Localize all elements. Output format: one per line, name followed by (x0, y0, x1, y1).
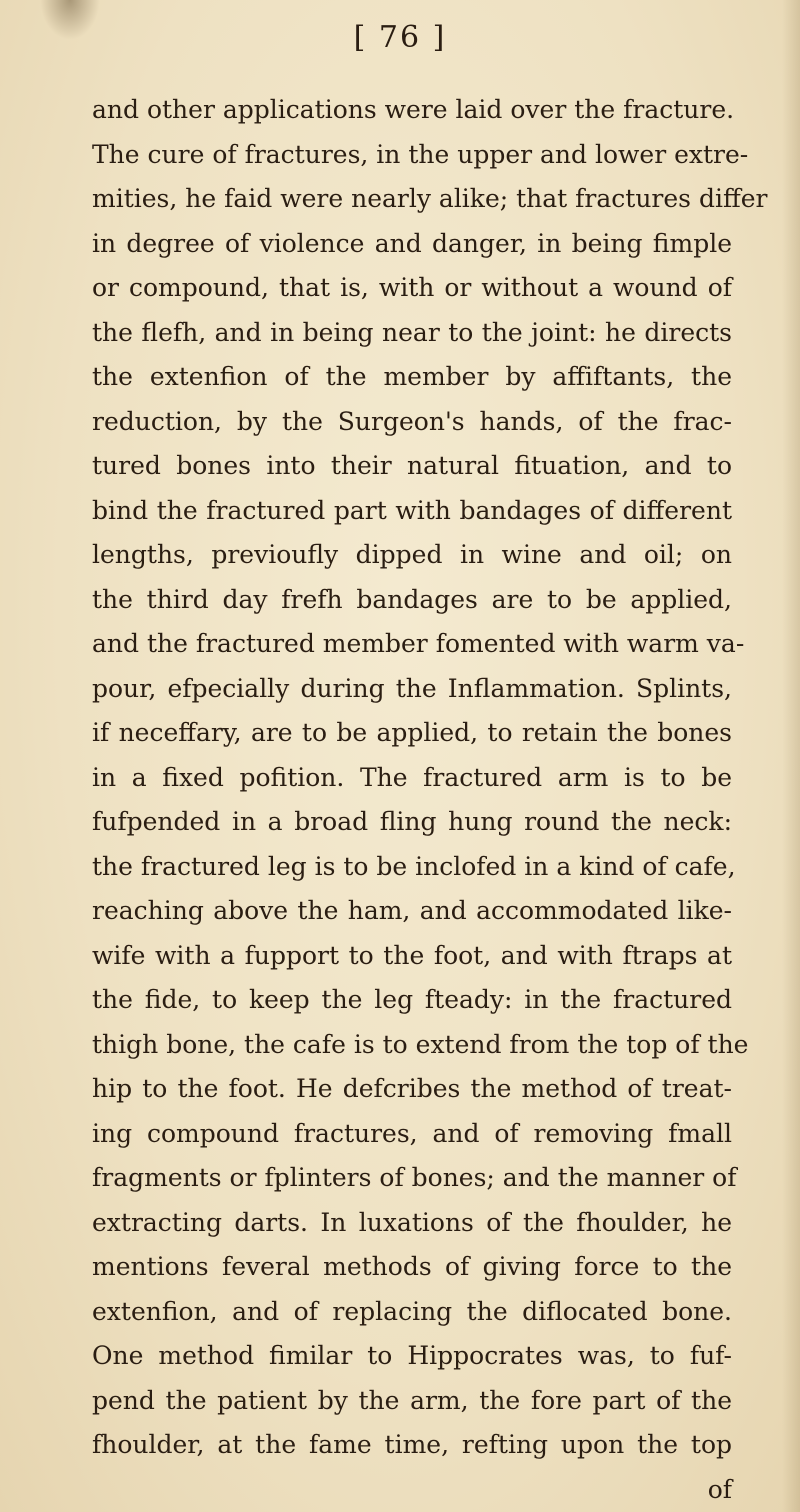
text-line: fhoulder, at the fame time, refting upon the top (92, 1430, 732, 1459)
text-line: reaching above the ham, and accommodated like- (92, 896, 732, 925)
text-line: or compound, that is, with or without a wound of (92, 273, 732, 302)
text-line: bind the fractured part with bandages of different (92, 495, 732, 525)
text-line: pour, efpecially during the Inflammation. Splints, (92, 673, 732, 703)
text-line: the third day frefh bandages are to be applied, (92, 584, 732, 614)
text-line: in a fixed pofition. The fractured arm is to be (92, 762, 732, 792)
text-line: wife with a fupport to the foot, and with ftraps at (92, 940, 732, 970)
body-text (92, 88, 768, 1512)
text-line: the extenfion of the member by affiftants, the (92, 362, 732, 391)
text-line: the fide, to keep the leg fteady: in the fractured (92, 985, 732, 1014)
text-line: extracting darts. In luxations of the fhoulder, he (92, 1207, 732, 1237)
text-line: extenfion, and of replacing the diflocated bone. (92, 1296, 732, 1326)
text-line: tured bones into their natural fituation, and to (92, 451, 732, 480)
text-line: and the fractured member fomented with warm va- (92, 629, 745, 658)
text-line: mentions feveral methods of giving force to the (92, 1252, 732, 1281)
text-line: fufpended in a broad fling hung round the neck: (92, 807, 732, 836)
text-line: ing compound fractures, and of removing fmall (92, 1118, 732, 1148)
page-edge-shadow (782, 0, 800, 1512)
text-line: fragments or fplinters of bones; and the manner of (92, 1163, 737, 1192)
text-line: reduction, by the Surgeon's hands, of the frac- (92, 406, 732, 436)
text-line: the flefh, and in being near to the joint: he directs (92, 317, 732, 347)
text-line: pend the patient by the arm, the fore part of the (92, 1385, 732, 1415)
text-line: mities, he faid were nearly alike; that fractures differ (92, 184, 768, 213)
text-line: if neceffary, are to be applied, to retain the bones (92, 718, 732, 747)
catchword: of (707, 1474, 732, 1504)
text-line: in degree of violence and danger, in being fimple (92, 228, 732, 258)
page-number-header: [ 76 ] (353, 20, 447, 55)
text-line: One method fimilar to Hippocrates was, to fuf- (92, 1341, 732, 1370)
text-line: hip to the foot. He defcribes the method of treat- (92, 1074, 732, 1103)
text-line: The cure of fractures, in the upper and lower extre- (92, 139, 749, 169)
text-line: lengths, previoufly dipped in wine and oil; on (92, 540, 732, 569)
text-line: the fractured leg is to be inclofed in a kind of cafe, (92, 851, 736, 881)
text-line: thigh bone, the cafe is to extend from the top of the (92, 1029, 749, 1059)
text-line: and other applications were laid over the fracture. (92, 95, 735, 124)
